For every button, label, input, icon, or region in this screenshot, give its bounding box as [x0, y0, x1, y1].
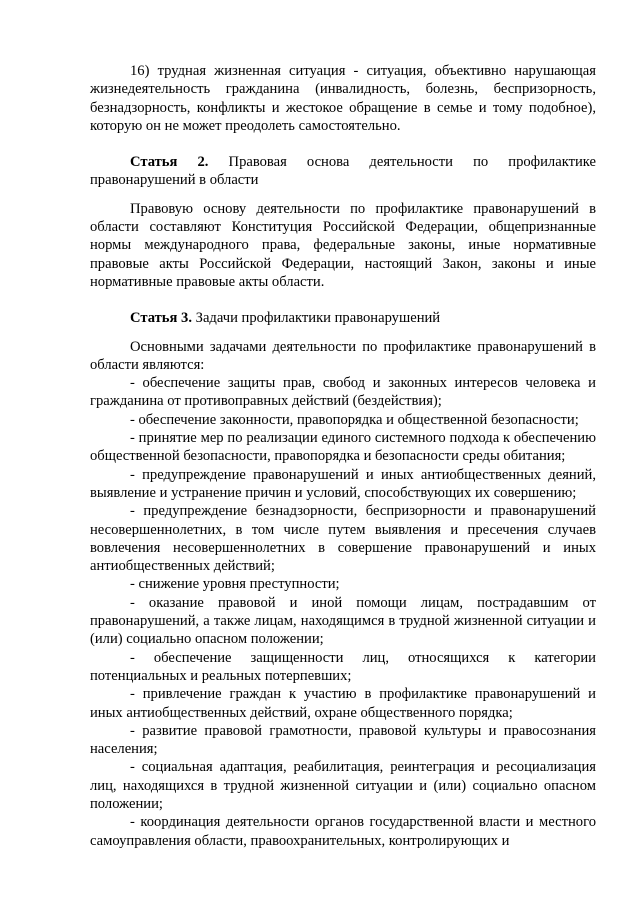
list-item: - обеспечение законности, правопорядка и общественной безопасности;	[130, 411, 579, 428]
list-item: - обеспечение защищенности лиц, относящихся к категории потенциальных и реальных потерпевших;	[90, 649, 596, 684]
article-2-label: Статья 2.	[130, 154, 209, 171]
article-2-heading	[90, 153, 596, 190]
list-item: - развитие правовой грамотности, правовой культуры и правосознания населения;	[90, 722, 596, 758]
article-3-title: Задачи профилактики правонарушений	[192, 310, 441, 327]
article-2-text: Правовую основу деятельности по профилактике правонарушений в области составляют Конституция Российской Федерации, общепризнанные нормы международного права, федеральные законы, иные нормативные правовые акты Российской Федерации, настоящий Закон, законы и иные нормативные правовые акты области.	[90, 200, 596, 290]
list-item: - принятие мер по реализации единого системного подхода к обеспечению общественной безопасности, правопорядка и безопасности среды обитания;	[90, 430, 596, 465]
article-3-heading	[90, 309, 596, 327]
article-3-label: Статья 3.	[130, 310, 192, 327]
list-item: - предупреждение безнадзорности, беспризорности и правонарушений несовершеннолетних, в том числе путем выявления и пресечения случаев вовлечения несовершеннолетних в совершение правонарушений и иных антиобщественных действий;	[90, 503, 596, 575]
document-page	[90, 62, 596, 850]
item-16-paragraph: 16) трудная жизненная ситуация - ситуация, объективно нарушающая жизнедеятельность гражданина (инвалидность, болезнь, беспризорность, безнадзорность, конфликты и жестокое обращение в семье и тому подобное), которую он не может преодолеть самостоятельно.	[90, 63, 596, 134]
article-3-intro: Основными задачами деятельности по профилактике правонарушений в области являются:	[90, 338, 596, 373]
list-item: - обеспечение защиты прав, свобод и законных интересов человека и гражданина от противоправных действий (бездействия);	[90, 375, 596, 410]
list-item: - привлечение граждан к участию в профилактике правонарушений и иных антиобщественных действий, охране общественного порядка;	[90, 686, 596, 721]
list-item: - оказание правовой и иной помощи лицам, пострадавшим от правонарушений, а также лицам, находящимся в трудной жизненной ситуации и (или) социально опасном положении;	[90, 594, 596, 648]
list-item: - предупреждение правонарушений и иных антиобщественных деяний, выявление и устранение причин и условий, способствующих их совершению;	[90, 466, 596, 501]
article-2-title: Правовая основа деятельности по профилактике правонарушений в области	[90, 154, 596, 189]
list-item: - координация деятельности органов государственной власти и местного самоуправления области, правоохранительных, контролирующих и	[90, 814, 596, 849]
list-item: - социальная адаптация, реабилитация, реинтеграция и ресоциализация лиц, находящихся в трудной жизненной ситуации и (или) социально опасном положении;	[90, 759, 596, 812]
list-item: - снижение уровня преступности;	[130, 576, 340, 593]
